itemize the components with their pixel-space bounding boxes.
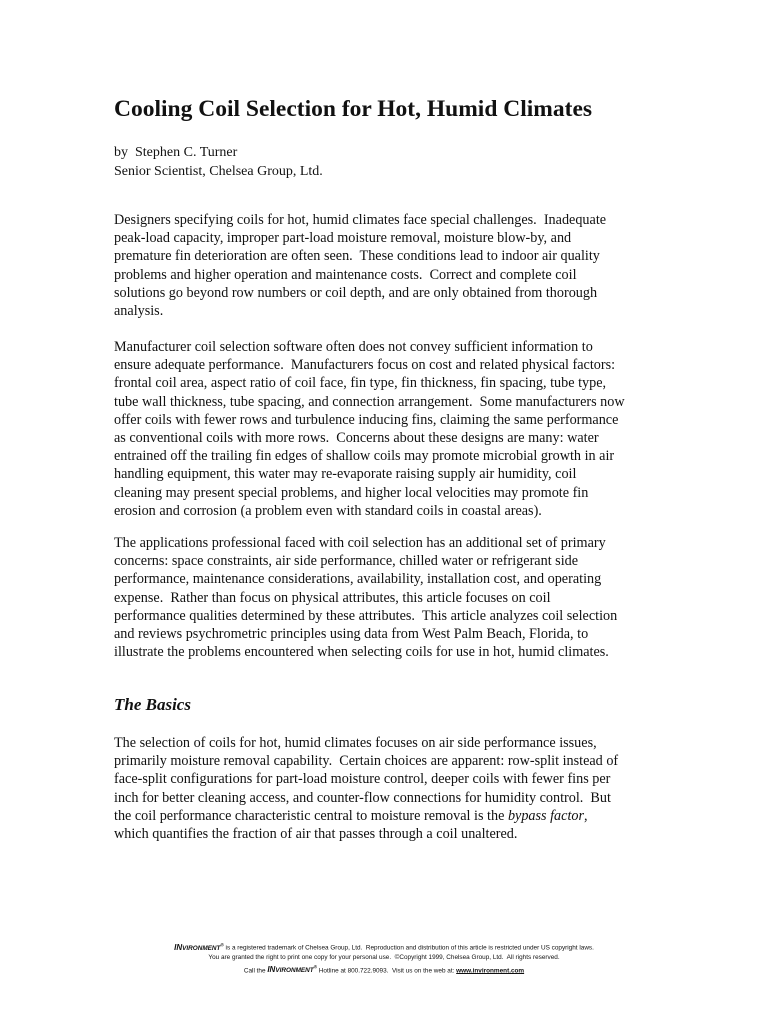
text-line	[114, 807, 662, 825]
footer-line-copyright: You are granted the right to print one copy for your personal use. ©Copyright 1999, Chelsea Group, Ltd. All rights reserved.	[208, 954, 560, 962]
footer-line-trademark	[0, 940, 768, 953]
text-line: The selection of coils for hot, humid climates focuses on air side performance issues,	[114, 735, 597, 751]
text-line: inch for better cleaning access, and counter-flow connections for humidity control. But	[114, 789, 611, 806]
text-line: erosion and corrosion (a problem even with standard coils in coastal areas).	[114, 502, 542, 519]
footer-trademark-text: is a registered trademark of Chelsea Group, Ltd. Reproduction and distribution of this article is restricted under US copyright laws.	[223, 944, 594, 952]
text-line: performance qualities determined by these attributes. This article analyzes coil selection	[114, 607, 618, 624]
text-line: face-split configurations for part-load moisture control, deeper coils with fewer fins per	[114, 771, 611, 788]
text-line: primarily moisture removal capability. Certain choices are apparent: row-split instead of	[114, 753, 619, 770]
paragraph-manufacturer	[114, 338, 662, 520]
text-line: analysis.	[114, 303, 164, 320]
text-line: expense. Rather than focus on physical attributes, this article focuses on coil	[114, 589, 551, 606]
footer	[0, 940, 768, 976]
logo-prefix: IN	[267, 965, 276, 975]
author-role: Senior Scientist, Chelsea Group, Ltd.	[114, 164, 323, 179]
text-line: performance, maintenance considerations, availability, installation cost, and operating	[114, 571, 602, 588]
byline	[114, 143, 323, 181]
registered-mark: ®	[220, 942, 224, 947]
text-segment: the coil performance characteristic central to moisture removal is the	[114, 807, 508, 824]
footer-line-hotline	[0, 963, 768, 976]
paragraph-intro	[114, 211, 662, 320]
text-line: cleaning may present special problems, and higher local velocities may promote fin	[114, 484, 589, 501]
website-link[interactable]: www.invironment.com	[456, 967, 525, 975]
section-heading: The Basics	[114, 695, 191, 714]
text-line: illustrate the problems encountered when selecting coils for use in hot, humid climates.	[114, 644, 609, 661]
text-line: ensure adequate performance. Manufacturers focus on cost and related physical factors:	[114, 357, 616, 374]
text-line: handling equipment, this water may re-evaporate raising supply air humidity, coil	[114, 466, 577, 483]
logo-suffix: VIRONMENT	[182, 944, 221, 952]
text-line: premature fin deterioration are often seen. These conditions lead to indoor air quality	[114, 248, 600, 265]
text-line: The applications professional faced with coil selection has an additional set of primary	[114, 535, 606, 551]
text-line: Designers specifying coils for hot, humid climates face special challenges. Inadequate	[114, 212, 607, 228]
footer-hotline-prefix: Call the	[243, 967, 268, 975]
text-line: offer coils with fewer rows and turbulence inducing fins, claiming the same performance	[114, 411, 619, 428]
text-line: Manufacturer coil selection software often does not convey sufficient information to	[114, 339, 593, 355]
logo-suffix: VIRONMENT	[275, 967, 314, 975]
bypass-factor-term: bypass factor	[507, 807, 584, 824]
author-name: by Stephen C. Turner	[114, 145, 238, 160]
text-line: concerns: space constraints, air side performance, chilled water or refrigerant side	[114, 553, 579, 570]
document-title: Cooling Coil Selection for Hot, Humid Climates	[114, 96, 593, 122]
text-line: problems and higher operation and maintenance costs. Correct and complete coil	[114, 266, 577, 283]
text-line: and reviews psychrometric principles using data from West Palm Beach, Florida, to	[114, 626, 589, 643]
footer-hotline-text: Hotline at 800.722.9093. Visit us on the web at:	[317, 967, 457, 975]
text-line: which quantifies the fraction of air that passes through a coil unaltered.	[114, 826, 518, 843]
registered-mark: ®	[313, 964, 318, 970]
invironment-logo	[174, 943, 224, 952]
paragraph-applications	[114, 534, 662, 661]
invironment-logo-inline	[267, 965, 317, 974]
text-line: as conventional coils with more rows. Concerns about these designs are many: water	[114, 430, 599, 447]
text-segment: ,	[584, 807, 588, 824]
text-line: peak-load capacity, improper part-load moisture removal, moisture blow-by, and	[114, 230, 572, 247]
text-line: tube wall thickness, tube spacing, and connection arrangement. Some manufacturers now	[114, 393, 625, 410]
paragraph-basics	[114, 734, 662, 843]
logo-prefix: IN	[174, 942, 183, 952]
text-line: frontal coil area, aspect ratio of coil face, fin type, fin thickness, fin spacing, tube type,	[114, 375, 607, 392]
text-line: solutions go beyond row numbers or coil depth, and are only obtained from thorough	[114, 284, 598, 301]
text-line: entrained off the trailing fin edges of shallow coils may promote microbial growth in air	[114, 448, 615, 465]
